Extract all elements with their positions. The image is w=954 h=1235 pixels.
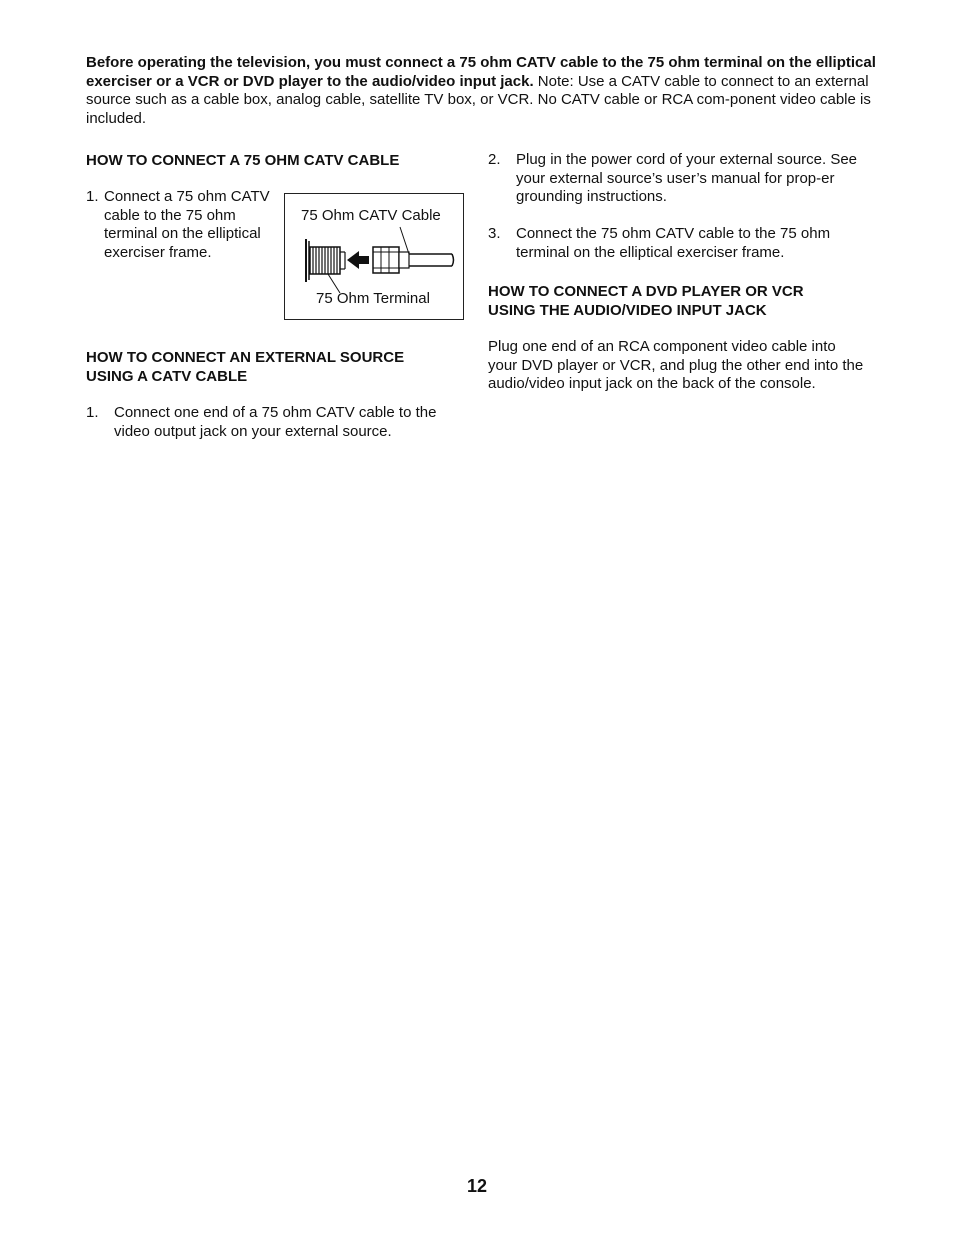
step-text: Plug in the power cord of your external source. See your external source’s user’s manual for prop-er grounding instructions. — [516, 151, 858, 206]
intro-note-text: Note: Use a CATV cable to connect to an external source such as a cable box, analog cable, satellite TV box, or VCR. No CATV cable or RCA com-ponent video cable is included. — [86, 72, 871, 127]
intro-bold-text: Before operating the television, you must connect a 75 ohm CATV cable to the 75 ohm terminal on the elliptical exerciser or a VCR or DVD player to the audio/video input jack. — [86, 54, 876, 90]
step-number: 1. — [86, 188, 99, 205]
heading-connect-catv: HOW TO CONNECT A 75 OHM CATV CABLE — [86, 152, 400, 169]
step-number: 3. — [488, 225, 501, 242]
catv-connection-figure — [284, 193, 464, 320]
arrow-icon — [347, 251, 369, 269]
step-number: 2. — [488, 151, 501, 168]
connector-illustration — [285, 194, 462, 318]
page-number: 12 — [466, 1176, 488, 1196]
catv-step-1 — [86, 188, 271, 262]
heading-external-source: HOW TO CONNECT AN EXTERNAL SOURCE USING A CATV CABLE — [86, 349, 405, 385]
external-step-1 — [86, 404, 458, 441]
heading-dvd-vcr: HOW TO CONNECT A DVD PLAYER OR VCR USING THE AUDIO/VIDEO INPUT JACK — [488, 283, 804, 319]
step-text: Connect a 75 ohm CATV cable to the 75 ohm terminal on the elliptical exerciser frame. — [104, 188, 270, 261]
dvd-vcr-paragraph: Plug one end of an RCA component video cable into your DVD player or VCR, and plug the other end into the audio/video input jack on the back of the console. — [488, 338, 864, 393]
label-catv-cable: 75 Ohm CATV Cable — [301, 207, 441, 224]
step-text: Connect one end of a 75 ohm CATV cable to the video output jack on your external source. — [114, 404, 437, 440]
intro-paragraph — [86, 54, 876, 128]
leader-line-terminal — [328, 274, 340, 293]
step-text: Connect the 75 ohm CATV cable to the 75 ohm terminal on the elliptical exerciser frame. — [516, 225, 831, 261]
cable-connector — [373, 247, 399, 273]
external-step-2 — [488, 151, 868, 207]
label-75-ohm-terminal: 75 Ohm Terminal — [316, 290, 430, 307]
external-step-3 — [488, 225, 868, 262]
step-number: 1. — [86, 404, 99, 421]
leader-line-cable — [400, 227, 409, 254]
